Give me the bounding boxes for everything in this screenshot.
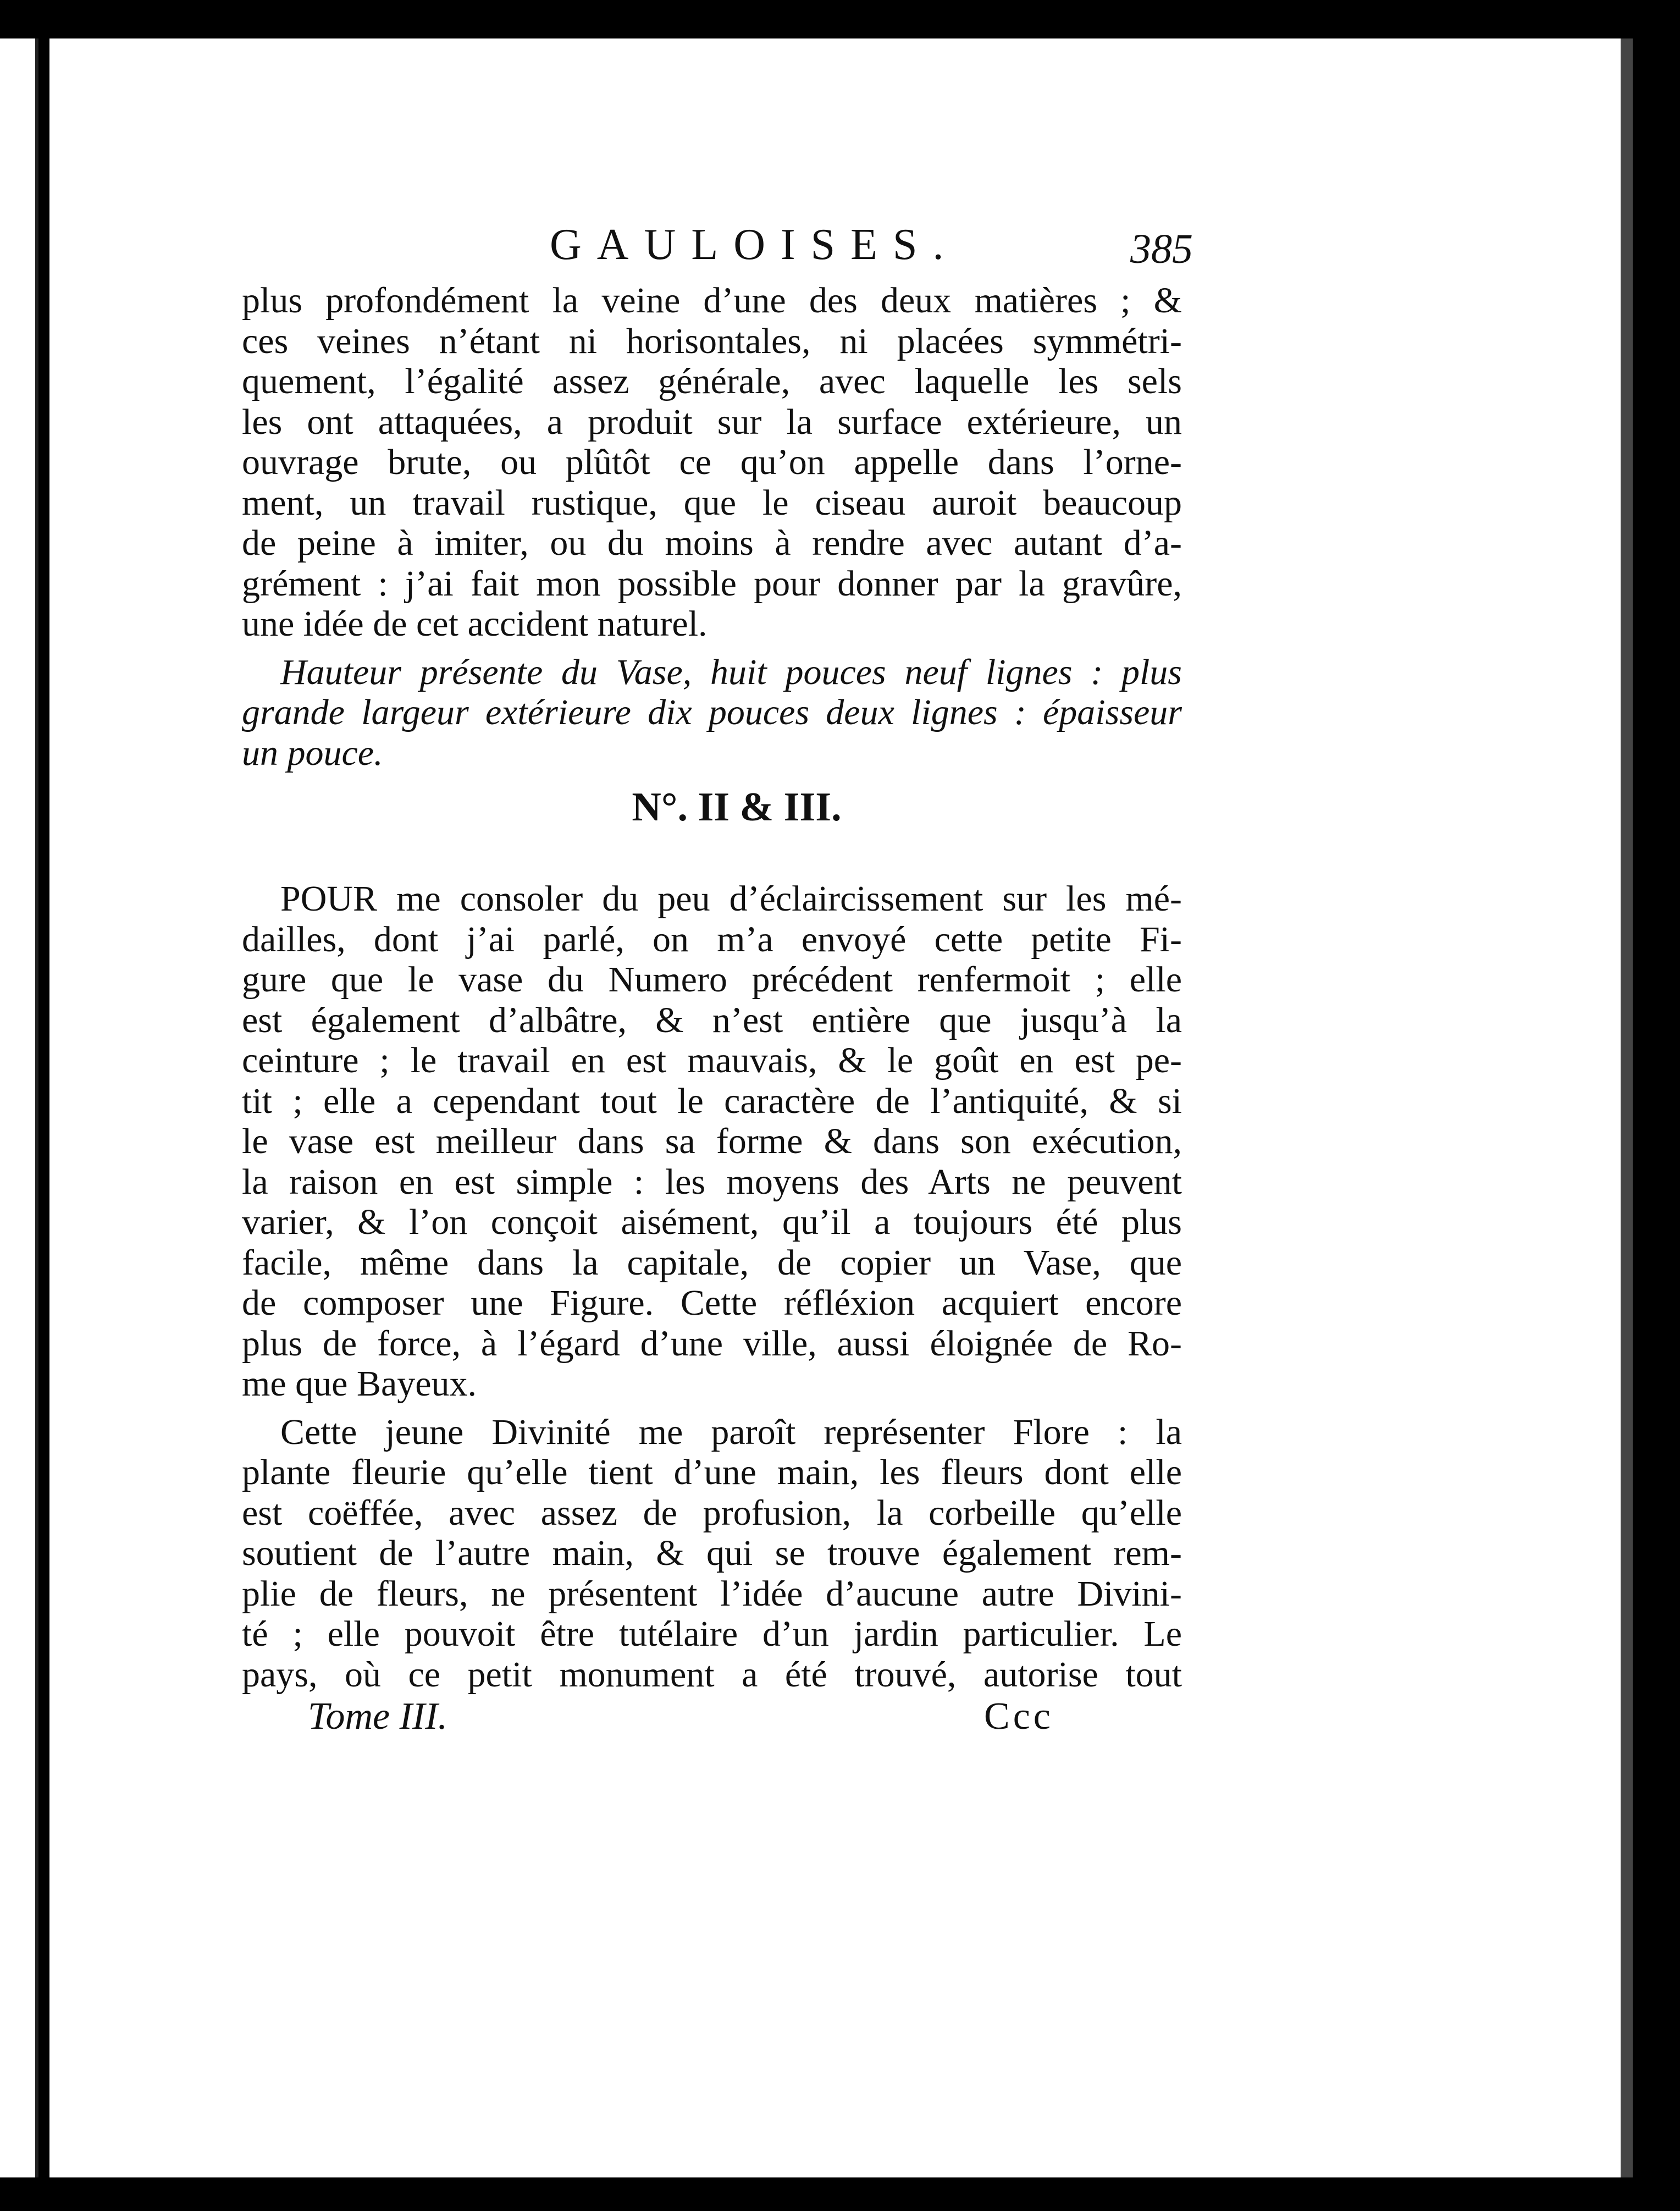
volume-label: Tome III. [308,1695,448,1738]
text-line: soutient de l’autre main, & qui se trouve également rem- [242,1533,1182,1573]
page-number: 385 [1130,226,1193,272]
text-line: est également d’albâtre, & n’est entière que jusqu’à la [242,1000,1182,1040]
paragraph-1 [242,280,1182,644]
text-line: té ; elle pouvoit être tutélaire d’un jardin particulier. Le [242,1614,1182,1654]
paragraph-4 [242,1452,1182,1695]
text-line: plus de force, à l’égard d’une ville, aussi éloignée de Ro- [242,1323,1182,1364]
text-line: la raison en est simple : les moyens des Arts ne peuvent [242,1161,1182,1202]
running-head-title: GAULOISES. [550,220,959,269]
paragraph-dimensions-cont [242,692,1182,773]
spacer [242,644,1182,652]
text-line: ment, un travail rustique, que le ciseau auroit beaucoup [242,482,1182,523]
text-line: le vase est meilleur dans sa forme & dans son exécution, [242,1121,1182,1161]
text-line: grande largeur extérieure dix pouces deux lignes : épaisseur [242,692,1182,732]
text-line: ouvrage brute, ou plûtôt ce qu’on appelle dans l’orne- [242,442,1182,482]
signature-mark: Ccc [984,1695,1054,1738]
text-line: me que Bayeux. [242,1364,477,1404]
text-line: plante fleurie qu’elle tient d’une main, les fleurs dont elle [242,1452,1182,1492]
text-line: une idée de cet accident naturel. [242,604,708,644]
text-line: tit ; elle a cependant tout le caractère de l’antiquité, & si [242,1080,1182,1121]
text-line: les ont attaquées, a produit sur la surface extérieure, un [242,401,1182,442]
text-line: ceinture ; le travail en est mauvais, & le goût en est pe- [242,1040,1182,1080]
text-line: dailles, dont j’ai parlé, on m’a envoyé cette petite Fi- [242,919,1182,960]
text-line: grément : j’ai fait mon possible pour donner par la gravûre, [242,563,1182,604]
text-line: plus profondément la veine d’une des deux matières ; & [242,280,1182,321]
text-line: de composer une Figure. Cette réfléxion acquiert encore [242,1283,1182,1323]
text-line: un pouce. [242,732,383,773]
text-line: varier, & l’on conçoit aisément, qu’il a toujours été plus [242,1202,1182,1242]
paragraph-3-first-line [242,879,1182,919]
text-line: gure que le vase du Numero précédent renfermoit ; elle [242,960,1182,1000]
book-page [49,38,1633,2177]
page-footer [242,1695,1182,1750]
text-line: pays, où ce petit monument a été trouvé, autorise tout [242,1654,1182,1695]
paragraph-4-first-line [242,1412,1182,1453]
text-line: Cette jeune Divinité me paroît représenter Flore : la [280,1411,1182,1452]
text-line: est coëffée, avec assez de profusion, la corbeille qu’elle [242,1492,1182,1533]
paragraph-3 [242,919,1182,1404]
text-line: POUR me consoler du peu d’éclaircissement sur les mé- [280,879,1182,919]
paragraph-dimensions [242,652,1182,693]
spacer [242,1404,1182,1412]
text-line: de peine à imiter, ou du moins à rendre avec autant d’a- [242,523,1182,563]
facing-page-edge [0,38,38,2177]
text-line: facile, même dans la capitale, de copier un Vase, que [242,1242,1182,1283]
text-line: Hauteur présente du Vase, huit pouces neuf lignes : plus [280,652,1182,692]
text-line: ces veines n’étant ni horisontales, ni placées symmétri- [242,321,1182,361]
text-line: quement, l’égalité assez générale, avec laquelle les sels [242,361,1182,401]
running-head [242,220,1193,280]
text-block [242,220,1193,1750]
text-line: plie de fleurs, ne présentent l’idée d’aucune autre Divini- [242,1573,1182,1614]
section-heading: N°. II & III. [632,785,842,830]
